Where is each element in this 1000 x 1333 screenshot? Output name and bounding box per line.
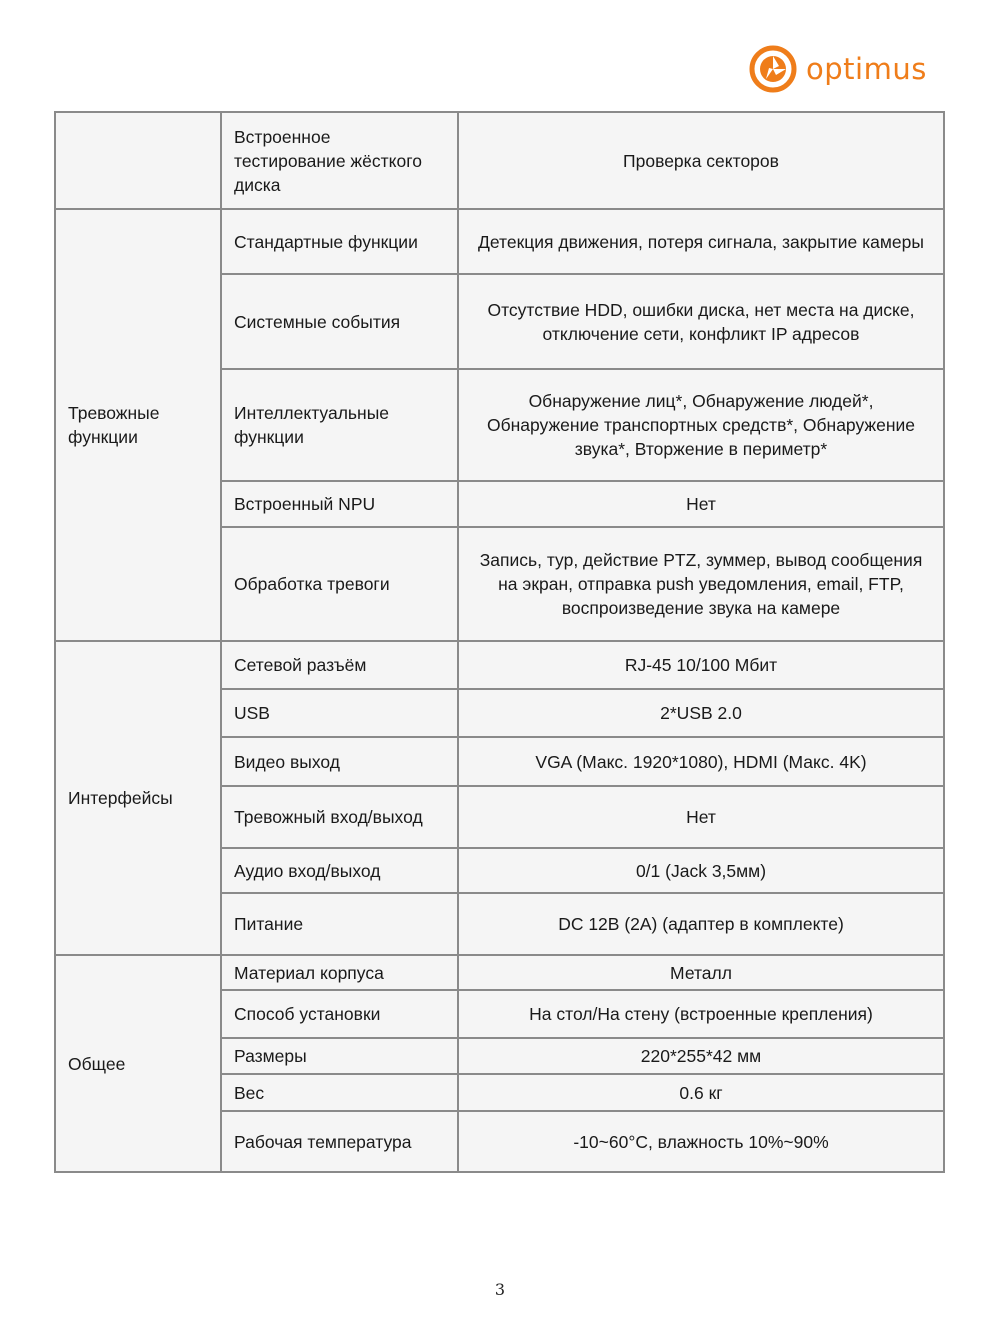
param-cell: Способ установки (221, 990, 458, 1038)
param-cell: Встроенный NPU (221, 481, 458, 527)
table-row (55, 112, 944, 209)
value-cell: Металл (458, 955, 944, 990)
param-cell: Аудио вход/выход (221, 848, 458, 893)
value-cell: Обнаружение лиц*, Обнаружение людей*, Обнаружение транспортных средств*, Обнаружение звука*, Вторжение в периметр* (458, 369, 944, 481)
value-cell: Детекция движения, потеря сигнала, закрытие камеры (458, 209, 944, 274)
value-cell: RJ-45 10/100 Мбит (458, 641, 944, 689)
table-row (55, 955, 944, 990)
param-cell: USB (221, 689, 458, 737)
value-cell: DC 12В (2А) (адаптер в комплекте) (458, 893, 944, 955)
param-cell: Питание (221, 893, 458, 955)
param-cell: Тревожный вход/выход (221, 786, 458, 848)
param-cell: Рабочая температура (221, 1111, 458, 1172)
value-cell: 0.6 кг (458, 1074, 944, 1111)
value-cell: Отсутствие HDD, ошибки диска, нет места на диске, отключение сети, конфликт IP адресов (458, 274, 944, 369)
value-cell: VGA (Макс. 1920*1080), HDMI (Макс. 4K) (458, 737, 944, 786)
group-cell-empty (55, 112, 221, 209)
table-row (55, 641, 944, 689)
param-cell: Материал корпуса (221, 955, 458, 990)
value-cell: Запись, тур, действие PTZ, зуммер, вывод сообщения на экран, отправка push уведомления, email, FTP, воспроизведение звука на камере (458, 527, 944, 641)
param-cell: Размеры (221, 1038, 458, 1074)
param-cell: Вес (221, 1074, 458, 1111)
param-cell: Стандартные функции (221, 209, 458, 274)
camera-aperture-icon (748, 44, 798, 94)
group-cell-general: Общее (55, 955, 221, 1172)
spec-table (54, 111, 945, 1173)
value-cell: Нет (458, 481, 944, 527)
value-cell: Нет (458, 786, 944, 848)
value-cell: 0/1 (Jack 3,5мм) (458, 848, 944, 893)
param-cell: Обработка тревоги (221, 527, 458, 641)
param-cell: Видео выход (221, 737, 458, 786)
group-cell-alarm: Тревожные функции (55, 209, 221, 641)
param-cell: Интеллектуальные функции (221, 369, 458, 481)
logo-text: optimus (806, 52, 927, 86)
value-cell: -10~60°C, влажность 10%~90% (458, 1111, 944, 1172)
group-cell-interfaces: Интерфейсы (55, 641, 221, 955)
param-cell: Встроенное тестирование жёсткого диска (221, 112, 458, 209)
page-number: 3 (494, 1280, 506, 1299)
value-cell: 2*USB 2.0 (458, 689, 944, 737)
brand-logo (748, 44, 927, 94)
value-cell: 220*255*42 мм (458, 1038, 944, 1074)
table-row (55, 209, 944, 274)
param-cell: Сетевой разъём (221, 641, 458, 689)
value-cell: Проверка секторов (458, 112, 944, 209)
param-cell: Системные события (221, 274, 458, 369)
value-cell: На стол/На стену (встроенные крепления) (458, 990, 944, 1038)
